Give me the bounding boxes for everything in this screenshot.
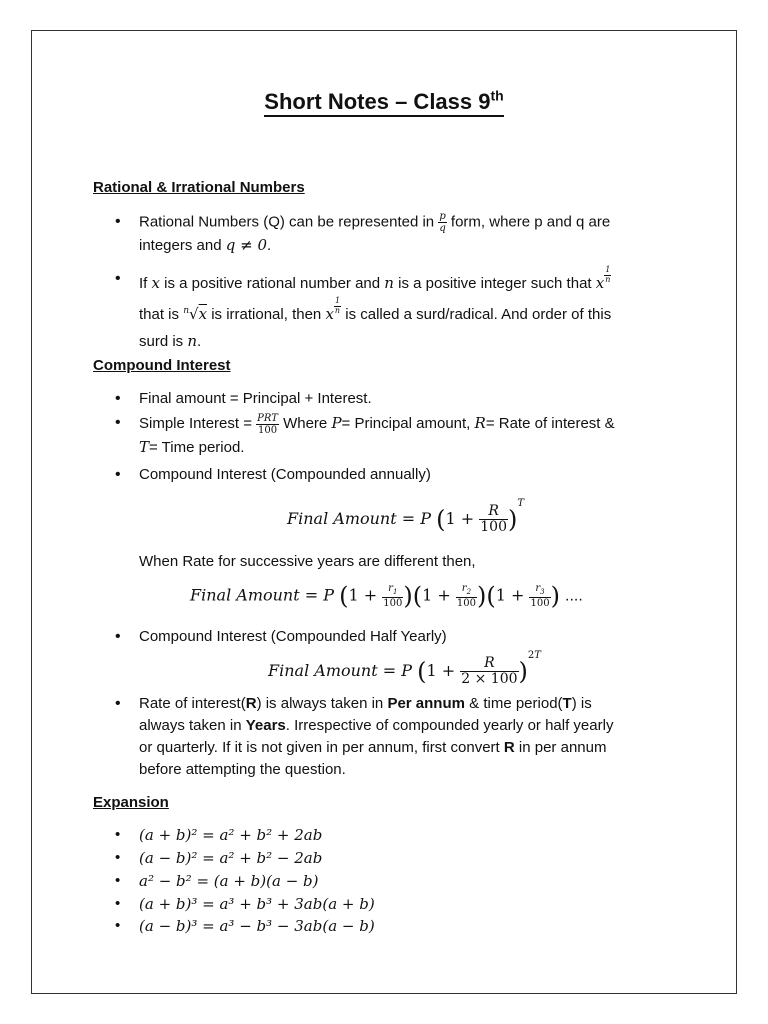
list-item: • Rational Numbers (Q) can be represented in $\frac{p}{q}$ form, where p and q are integers and q ≠ 0. [139, 211, 679, 257]
list-item: • (a − b)³ = a³ − b³ − 3ab(a − b) [139, 915, 375, 937]
list-item: • Simple Interest = $\frac{\text{PRT}}{100}$ Where P= Principal amount, R= Rate of interest & T= Time period. [139, 412, 679, 459]
list-item: • (a − b)² = a² + b² − 2ab [139, 847, 322, 869]
list-item: • Rate of interest(R) is always taken in Per annum & time period(T) is always taken in Years. Irrespective of compounded yearly or half yearly or quarterly. If it is not given in per annum, first convert R in per annum before attempting the question. [139, 693, 679, 781]
section-heading-expansion: Expansion [93, 794, 169, 811]
list-item: • (a + b)³ = a³ + b³ + 3ab(a + b) [139, 893, 375, 915]
list-item: • If x is a positive rational number and n is a positive integer such that x $\frac{1}{n}$ that is $^n$√x is irrational, then x $\frac{1}{n}$ is called a surd/radical. And order of this surd is n. [139, 266, 679, 355]
formula-annual: Final Amount = P (1 + $\frac{R}{100}$ )$^T$ [287, 498, 525, 535]
section-heading-rational: Rational & Irrational Numbers [93, 179, 305, 196]
list-item: • a² − b² = (a + b)(a − b) [139, 870, 319, 892]
formula-half-yearly: Final Amount = P (1 + $\frac{R}{2 \times 100}$ )$^{2T}$ [268, 650, 541, 687]
note-text: When Rate for successive years are different then, [139, 553, 476, 570]
formula-successive: Final Amount = P (1 + $\frac{r_1}{100}$ )(1 + $\frac{r_2}{100}$ )(1 + $\frac{r_3}{100}$ ) .... [190, 582, 583, 610]
list-item: • Final amount = Principal + Interest. [139, 388, 679, 410]
page-title: Short Notes – Class 9th [0, 88, 768, 115]
list-item: • Compound Interest (Compounded annually) [139, 464, 679, 486]
list-item: • (a + b)² = a² + b² + 2ab [139, 824, 322, 846]
list-item: • Compound Interest (Compounded Half Yearly) [139, 626, 679, 648]
section-heading-compound: Compound Interest [93, 357, 231, 374]
